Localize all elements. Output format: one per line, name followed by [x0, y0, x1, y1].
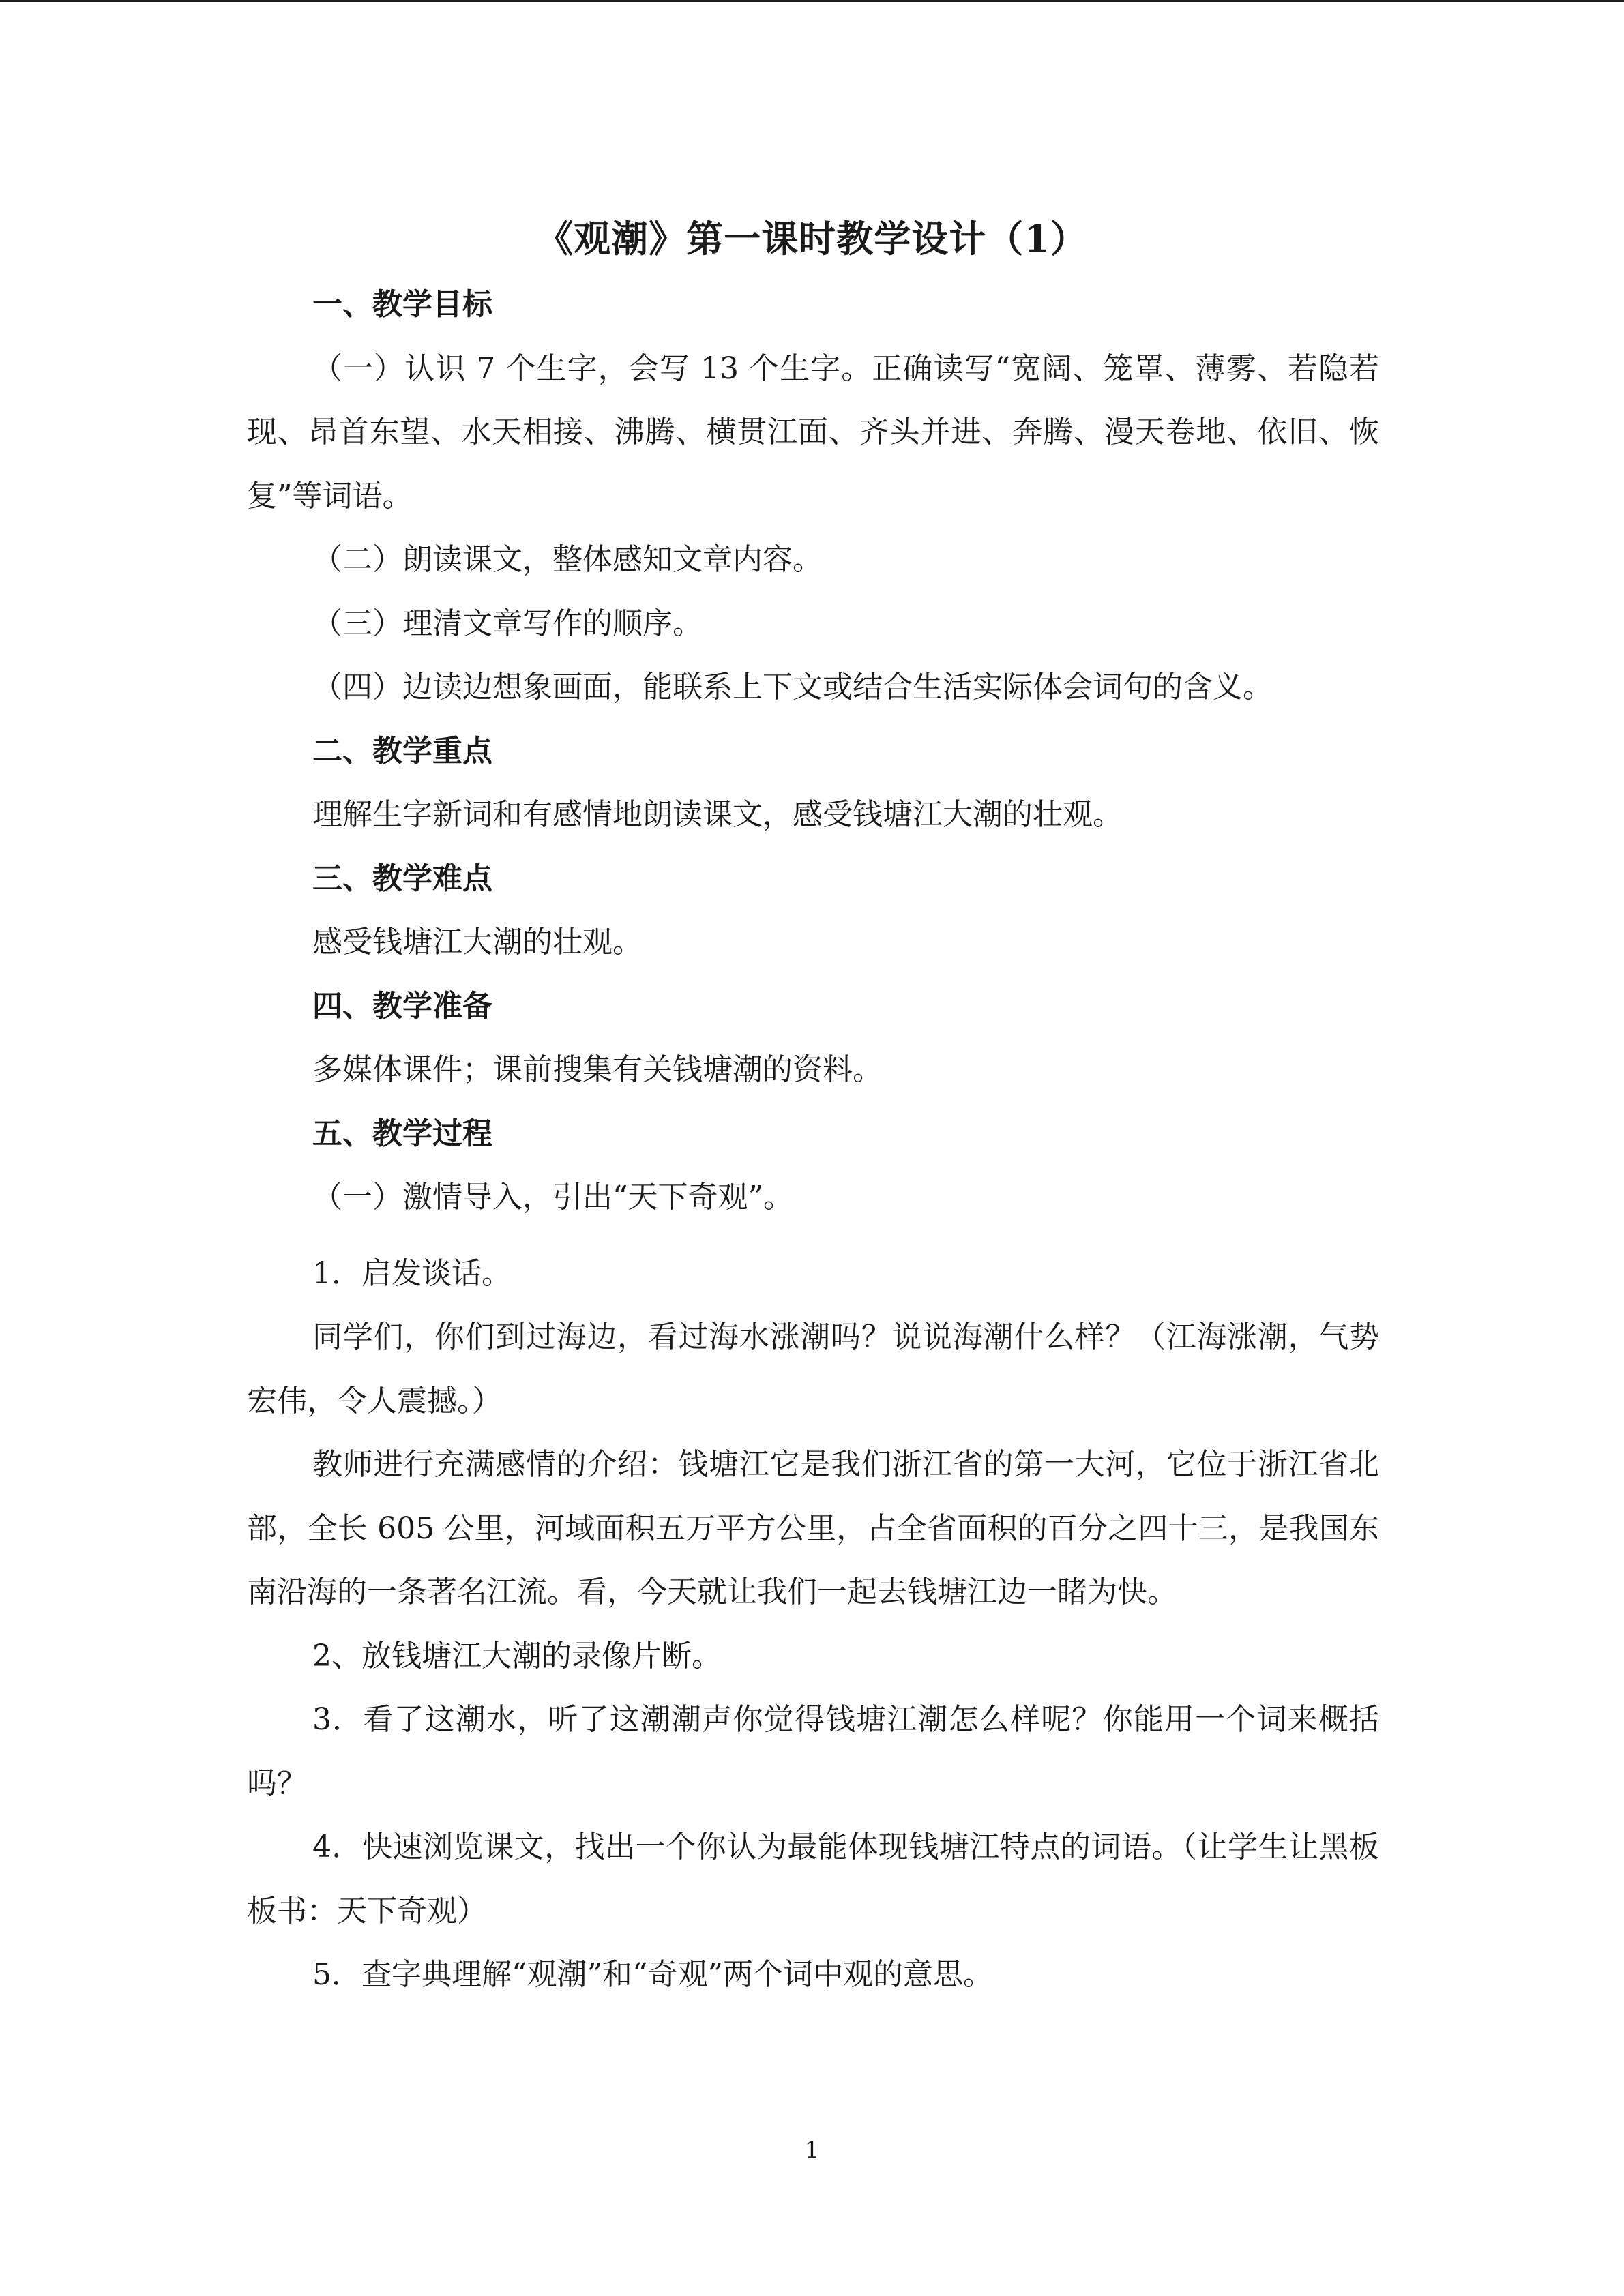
process-item-6: 4．快速浏览课文，找出一个你认为最能体现钱塘江特点的词语。（让学生让黑板板书：天下奇观）: [247, 1830, 1379, 1928]
document-body: [247, 273, 1379, 2007]
preparation-text: 多媒体课件；课前搜集有关钱塘潮的资料。: [312, 1052, 883, 1087]
process-item-2: 同学们，你们到过海边，看过海水涨潮吗？说说海潮什么样？（江海涨潮，气势宏伟，令人震撼。）: [247, 1320, 1379, 1418]
process-step-one: （一）激情导入，引出“天下奇观”。: [312, 1180, 793, 1214]
document-title: 《观潮》第一课时教学设计（1）: [536, 217, 1088, 260]
goal-item-4: （四）边读边想象画面，能联系上下文或结合生活实际体会词句的含义。: [312, 670, 1273, 704]
process-item-4: 2、放钱塘江大潮的录像片断。: [312, 1638, 722, 1673]
section-heading-process: 五、教学过程: [312, 1116, 492, 1151]
goal-item-1: （一）认识 7 个生字，会写 13 个生字。正确读写“宽阔、笼罩、薄雾、若隐若现、昂首东望、水天相接、沸腾、横贯江面、齐头并进、奔腾、漫天卷地、依旧、恢复”等词语。: [247, 351, 1379, 513]
section-heading-preparation: 四、教学准备: [312, 988, 492, 1024]
goal-item-2: （二）朗读课文，整体感知文章内容。: [312, 542, 823, 577]
section-heading-difficulties: 三、教学难点: [312, 861, 492, 896]
page-number: 1: [804, 2136, 820, 2164]
process-item-5: 3．看了这潮水，听了这潮潮声你觉得钱塘江潮怎么样呢？你能用一个词来概括吗？: [247, 1702, 1379, 1801]
difficulties-text: 感受钱塘江大潮的壮观。: [312, 925, 643, 959]
process-item-1: 1．启发谈话。: [312, 1255, 512, 1291]
key-points-text: 理解生字新词和有感情地朗读课文，感受钱塘江大潮的壮观。: [312, 797, 1123, 832]
process-item-3: 教师进行充满感情的介绍：钱塘江它是我们浙江省的第一大河，它位于浙江省北部，全长 605 公里，河域面积五万平方公里，占全省面积的百分之四十三，是我国东南沿海的一条著名江流。看，今天就让我们一起去钱塘江边一睹为快。: [247, 1447, 1379, 1609]
section-heading-goals: 一、教学目标: [312, 287, 492, 322]
process-item-7: 5．查字典理解“观潮”和“奇观”两个词中观的意思。: [312, 1957, 993, 1992]
section-heading-key-points: 二、教学重点: [312, 733, 492, 769]
goal-item-3: （三）理清文章写作的顺序。: [312, 606, 703, 641]
